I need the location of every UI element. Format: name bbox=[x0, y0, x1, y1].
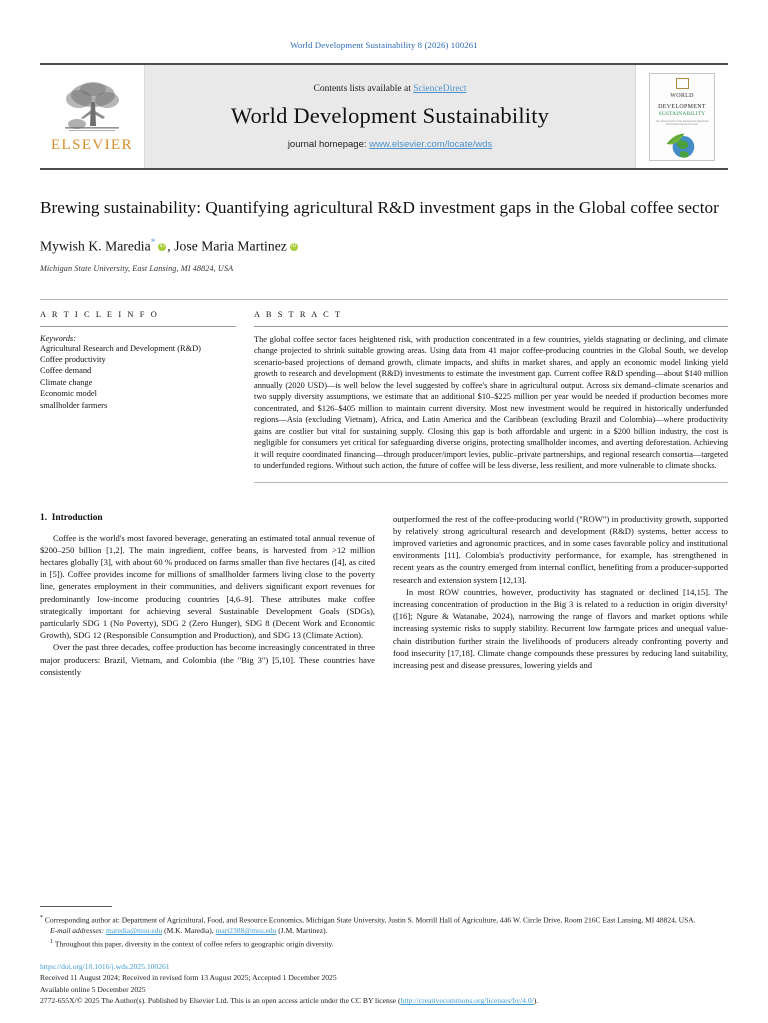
orcid-icon[interactable] bbox=[158, 243, 166, 251]
journal-homepage-link[interactable]: www.elsevier.com/locate/wds bbox=[369, 138, 493, 150]
paragraph: In most ROW countries, however, productivity has stagnated or declined [14,15]. The increasing concentration of production in the Big 3 is related to a reduction in origin diversity¹ ([16]; Ngure & Watanabe, 2024), narrowing the range of flavors and market options while increasing systemic risks to supply stability. Recurrent low farmgate prices and unequal value-chain distribution further strain the livelihoods of producers already confronting poverty and food insecurity [17,18]. Climate change compounds these pressures by reducing land suitability, increasing pest and disease pressures, lowering yields and bbox=[393, 586, 728, 670]
keyword-item: smallholder farmers bbox=[40, 400, 108, 410]
paragraph: Over the past three decades, coffee production has become increasingly concentrated in three major producers: Brazil, Vietnam, and Colombia (the "Big 3") [5,10]. These countries have consistently bbox=[40, 642, 375, 677]
article-info-column bbox=[40, 310, 236, 483]
email-link-1[interactable]: maredia@msu.edu bbox=[105, 926, 163, 936]
running-head: World Development Sustainability 8 (2026) 100261 bbox=[290, 40, 478, 50]
keyword-item: Agricultural Research and Development (R&D) bbox=[40, 343, 201, 353]
asterisk-marker: * bbox=[40, 915, 43, 922]
keyword-item: Climate change bbox=[40, 377, 93, 387]
body-column-left bbox=[40, 513, 375, 678]
cover-title-line2: DEVELOPMENT bbox=[658, 103, 706, 110]
page-title: Brewing sustainability: Quantifying agricultural R&D investment gaps in the Global coffee sector bbox=[40, 198, 719, 217]
orcid-icon[interactable] bbox=[290, 243, 298, 251]
journal-masthead bbox=[40, 63, 728, 170]
paragraph: outperformed the rest of the coffee-producing world ("ROW") in productivity growth, supported by relatively strong agricultural research and development (R&D) systems, better access to improved varieties and agronomic practices, and in some cases favorable policy and institutional environments [11]. Colombia's productivity performance, for example, has strengthened in recent years as the country emerged from internal conflict, benefiting from a producer-supported research and extension system [12,13]. bbox=[393, 513, 728, 585]
abstract-text: The global coffee sector faces heightened risk, with production concentrated in a few countries, yields stagnating or declining, and climate change projected to shrink suitable growing areas. Using data from 41 major coffee-producing countries in the Global South, we develop scenario-based projections of demand growth, climate impacts, and shifts in market shares, and apply an economic model linking yield growth to research and development (R&D) investments to estimate the investment gap. Current coffee R&D spending—about $140 million annually (2020 USD)—is well below the level suggested by coffee's share in agricultural output. Across six demand–climate scenarios and two supply diversity assumptions, we estimate that an additional $10–$225 million per year would be needed if production becomes more concentrated, and $126–$405 million to maintain current diversity. Most new investment would be required in historically underfunded regions—Asia (excluding Vietnam), Africa, and Latin America and the Caribbean (excluding Brazil and Colombia)—where productivity gains are costlier but vital for sustaining supply. Closing this gap is both affordable and urgent: in a $200 billion industry, the cost is negligible for consumers yet critical for safeguarding diverse origins, protecting smallholder incomes, and averting deforestation. Achieving it will require coordinated financing—through producer/import levies, public–private partnerships, and regional research consortia—targeted to underfunded regions. Without such action, the future of coffee will be less diverse, less resilient, and more vulnerable to climate shocks. bbox=[254, 334, 728, 471]
body-column-right bbox=[393, 513, 728, 678]
email-owner-2: (J.M. Martinez). bbox=[278, 926, 328, 936]
journal-cover-thumbnail bbox=[635, 65, 728, 168]
cover-title-line1: WORLD bbox=[670, 92, 694, 99]
homepage-prefix: journal homepage: bbox=[287, 138, 370, 150]
journal-homepage-line bbox=[288, 139, 492, 150]
author-affiliation: Michigan State University, East Lansing, MI 48824, USA bbox=[40, 263, 234, 273]
section-number: 1. bbox=[40, 512, 48, 523]
corresponding-author-note bbox=[40, 913, 728, 926]
available-online-date: Available online 5 December 2025 bbox=[40, 984, 146, 994]
corresponding-author-text: Corresponding author at: Department of Agricultural, Food, and Resource Economics, Michigan State University, Justin S. Morrill Hall of Agriculture, 446 W. Circle Drive, Room 216C East Lansing, MI 48824, USA. bbox=[44, 915, 696, 925]
masthead-center bbox=[145, 65, 635, 168]
title-block bbox=[40, 196, 728, 273]
section-heading-introduction bbox=[40, 513, 375, 523]
article-info-rule bbox=[40, 326, 236, 327]
keywords-label: Keywords: bbox=[40, 333, 76, 343]
copyright-license-line bbox=[40, 995, 728, 1007]
license-link[interactable]: http://creativecommons.org/licenses/by/4.0/ bbox=[400, 996, 534, 1006]
section-title: Introduction bbox=[51, 512, 103, 523]
corresponding-author-marker: * bbox=[150, 237, 156, 247]
author-name-2: Jose Maria Martinez bbox=[174, 238, 287, 254]
journal-title: World Development Sustainability bbox=[230, 102, 550, 128]
keyword-item: Economic model bbox=[40, 389, 97, 399]
numbered-footnote bbox=[40, 937, 728, 950]
elsevier-wordmark: ELSEVIER bbox=[50, 136, 134, 153]
abstract-rule bbox=[254, 326, 728, 327]
article-info-heading: A R T I C L E I N F O bbox=[40, 309, 159, 319]
abstract-column bbox=[254, 310, 728, 483]
elsevier-tree-icon bbox=[55, 80, 129, 136]
cover-elsevier-mark bbox=[676, 78, 689, 89]
email-owner-1: (M.K. Maredia), bbox=[164, 926, 214, 936]
keyword-item: Coffee productivity bbox=[40, 354, 106, 364]
footnotes-block bbox=[40, 906, 728, 1007]
publisher-logo bbox=[40, 65, 145, 168]
email-label: E-mail addresses: bbox=[50, 926, 105, 936]
contents-prefix: Contents lists available at bbox=[313, 83, 414, 94]
contents-available-line bbox=[313, 84, 466, 94]
copyright-text: 2772-655X/© 2025 The Author(s). Published by Elsevier Ltd. This is an open access article under the CC BY license ( bbox=[40, 996, 401, 1006]
author-name-1: Mywish K. Maredia bbox=[40, 238, 151, 254]
publication-meta-block bbox=[40, 961, 728, 1007]
footnote-text: Throughout this paper, diversity in the context of coffee refers to geographic origin diversity. bbox=[54, 939, 334, 949]
footnote-marker: 1 bbox=[50, 938, 53, 945]
abstract-bottom-rule bbox=[254, 482, 728, 483]
email-link-2[interactable]: mart2388@msu.edu bbox=[215, 926, 277, 936]
author-separator: , bbox=[167, 238, 175, 254]
abstract-heading: A B S T R A C T bbox=[254, 309, 343, 319]
sciencedirect-link[interactable]: ScienceDirect bbox=[413, 83, 467, 94]
cover-blurb: The official journal of the International Sustainable Development Research Society bbox=[655, 119, 709, 127]
email-addresses-note bbox=[40, 926, 728, 936]
paragraph: Coffee is the world's most favored beverage, generating an estimated total annual revenue of $200–250 billion [1,2]. The main ingredient, coffee beans, is harvested from >12 million hectares globally [3], with about 60 % produced on farms smaller than five hectares ([4], as cited in [5]). Coffee provides income for millions of smallholder farmers living close to the poverty line, generates employment in their communities, and delivers significant export revenues for predominantly low-income producing countries [4,6–9]. These attributes make coffee strategically important for achieving several Sustainable Development Goals (SDGs), particularly SDG 1 (No Poverty), SDG 2 (Zero Hunger), SDG 8 (Decent Work and Economic Growth), SDG 12 (Responsible Consumption and Production), and SDG 13 (Climate Action). bbox=[40, 532, 375, 641]
author-list bbox=[40, 237, 728, 255]
cover-title-line3: SUSTAINABILITY bbox=[658, 110, 706, 117]
body-columns bbox=[40, 513, 728, 678]
globe-leaf-icon bbox=[651, 128, 713, 160]
doi-link[interactable]: https://doi.org/10.1016/j.wds.2025.100261 bbox=[40, 961, 170, 971]
copyright-suffix: ). bbox=[533, 996, 539, 1006]
keyword-item: Coffee demand bbox=[40, 366, 92, 376]
received-dates: Received 11 August 2024; Received in revised form 13 August 2025; Accepted 1 December 2025 bbox=[40, 973, 337, 983]
footnote-rule bbox=[40, 906, 112, 907]
info-abstract-row bbox=[40, 299, 728, 483]
